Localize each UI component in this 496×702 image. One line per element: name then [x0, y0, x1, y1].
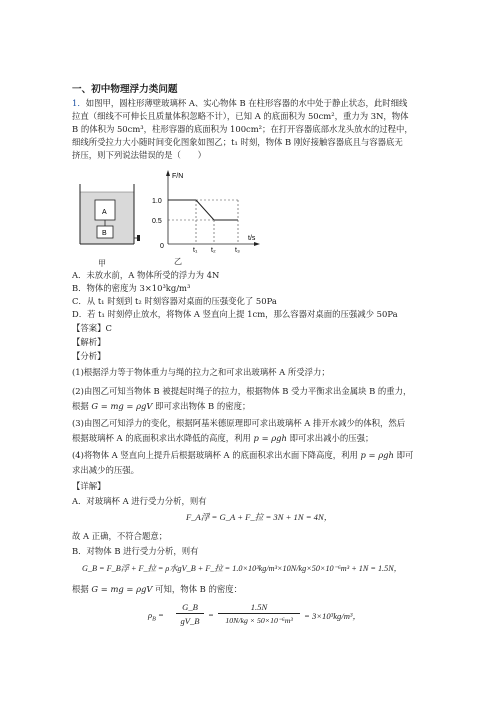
- x-tick-t1: t₁: [193, 247, 198, 254]
- label-a: A: [102, 209, 107, 216]
- formula-g-mg: G = mg = ρgV: [91, 401, 153, 411]
- formula-g-mg-2: G = mg = ρgV: [91, 584, 153, 594]
- y-tick-1: 1.0: [152, 198, 162, 205]
- figure-container-jia: [76, 170, 142, 262]
- fenxi-heading: 【分析】: [72, 351, 106, 361]
- option-d: D．若 t₁ 时刻停止放水，将物体 A 竖直向上提 1cm，那么容器对桌面的压强减少 50Pa: [72, 309, 398, 319]
- y-tick-05: 0.5: [152, 218, 162, 225]
- section-title: 一、初中物理浮力类问题: [72, 84, 178, 95]
- question-line-3: B 的体积为 50cm³，柱形容器的底面积为 100cm²；在打开容器底部水龙头放水的过程中，: [72, 124, 413, 134]
- jiexi-heading: 【解析】: [72, 337, 106, 347]
- caption-jia: 甲: [98, 259, 106, 268]
- x-tick-t2: t₂: [211, 247, 216, 254]
- frac-den-symbol: gV_B: [180, 616, 200, 626]
- analysis-line-1: (1)根据浮力等于物体重力与绳的拉力之和可求出玻璃杯 A 所受浮力；: [72, 367, 330, 377]
- frac-num-symbol: G_B: [182, 602, 198, 612]
- option-b: B．物体的密度为 3×10³kg/m³: [72, 283, 191, 293]
- analysis-line-2: (2)由图乙可知当物体 B 被提起时绳子的拉力，根据物体 B 受力平衡求出金属块 B 的重力，: [72, 386, 412, 396]
- caption-yi: 乙: [174, 257, 182, 266]
- equals-sign: =: [208, 610, 214, 620]
- answer-line: 【答案】C: [72, 323, 112, 333]
- analysis-line-4: (3)由图乙可知浮力的变化，根据阿基米德原理即可求出玻璃杯 A 排开水减少的体积，然后: [72, 418, 406, 428]
- label-b: B: [102, 230, 107, 237]
- option-a: A．未放水前，A 物体所受的浮力为 4N: [72, 270, 220, 280]
- axis-x-label: t/s: [248, 235, 256, 242]
- figure-graph-yi: [142, 168, 262, 254]
- solution-line-a: A．对玻璃杯 A 进行受力分析，则有: [72, 496, 207, 506]
- frac-num-value: 1.5N: [250, 602, 268, 612]
- solution-line-b-2: 根据 G = mg = ρgV 可知，物体 B 的密度：: [72, 584, 242, 594]
- y-tick-0: 0: [160, 243, 164, 250]
- formula-p-rhogh: p = ρgh: [253, 433, 287, 443]
- option-c: C．从 t₁ 时刻到 t₂ 时刻容器对桌面的压强变化了 50Pa: [72, 296, 277, 306]
- question-line-4: 细线所受拉力大小随时间变化图象如图乙；t₁ 时刻，物体 B 刚好接触容器底且与容器底无: [72, 137, 403, 147]
- xiangjie-heading: 【详解】: [72, 481, 106, 491]
- question-line-1: 1．如图甲，圆柱形薄壁玻璃杯 A、实心物体 B 在柱形容器的水中处于静止状态，此时细线: [72, 98, 408, 108]
- axis-y-label: F/N: [172, 173, 184, 180]
- solution-line-a-conclusion: 故 A 正确，不符合题意；: [72, 531, 168, 541]
- faucet-icon: [137, 235, 140, 241]
- fraction-bar-1: [176, 613, 204, 614]
- question-line-5: 挤压，则下列说法错误的是（ ）: [72, 150, 206, 160]
- analysis-line-3: 根据 G = mg = ρgV 即可求出物体 B 的密度；: [72, 401, 251, 411]
- question-line-2: 拉直（细线不可伸长且质量体积忽略不计），已知 A 的底面积为 50cm²，重力为 3N，物体: [72, 111, 409, 121]
- rho-b-label: $\rho_B$ =: [148, 610, 164, 623]
- analysis-line-7: 求出减少的压强。: [72, 465, 139, 475]
- x-tick-t3: t₃: [235, 247, 240, 254]
- rho-result: = 3×10³kg/m³，: [304, 611, 362, 621]
- analysis-line-6: (4)将物体 A 竖直向上提升后根据玻璃杯 A 的底面积求出水面下降高度，利用 p = ρgh 即可: [72, 450, 414, 460]
- formula-fa: F_A浮 = G_A + F_拉 = 3N + 1N = 4N，: [186, 512, 333, 522]
- formula-p-rhogh-2: p = ρgh: [360, 450, 394, 460]
- analysis-line-5: 根据玻璃杯 A 的底面积求出水降低的高度，利用 p = ρgh 即可求出减小的压强；: [72, 433, 374, 443]
- question-number: 1．: [72, 98, 86, 108]
- fraction-bar-2: [218, 613, 300, 614]
- formula-gb: G_B = F_B浮 + F_拉 = ρ水gV_B + F_拉 = 1.0×10³kg/m³×10N/kg×50×10⁻⁶m³ + 1N = 1.5N，: [82, 564, 402, 573]
- solution-line-b: B．对物体 B 进行受力分析，则有: [72, 546, 199, 556]
- frac-den-value: 10N/kg × 50×10⁻⁶m³: [225, 616, 293, 625]
